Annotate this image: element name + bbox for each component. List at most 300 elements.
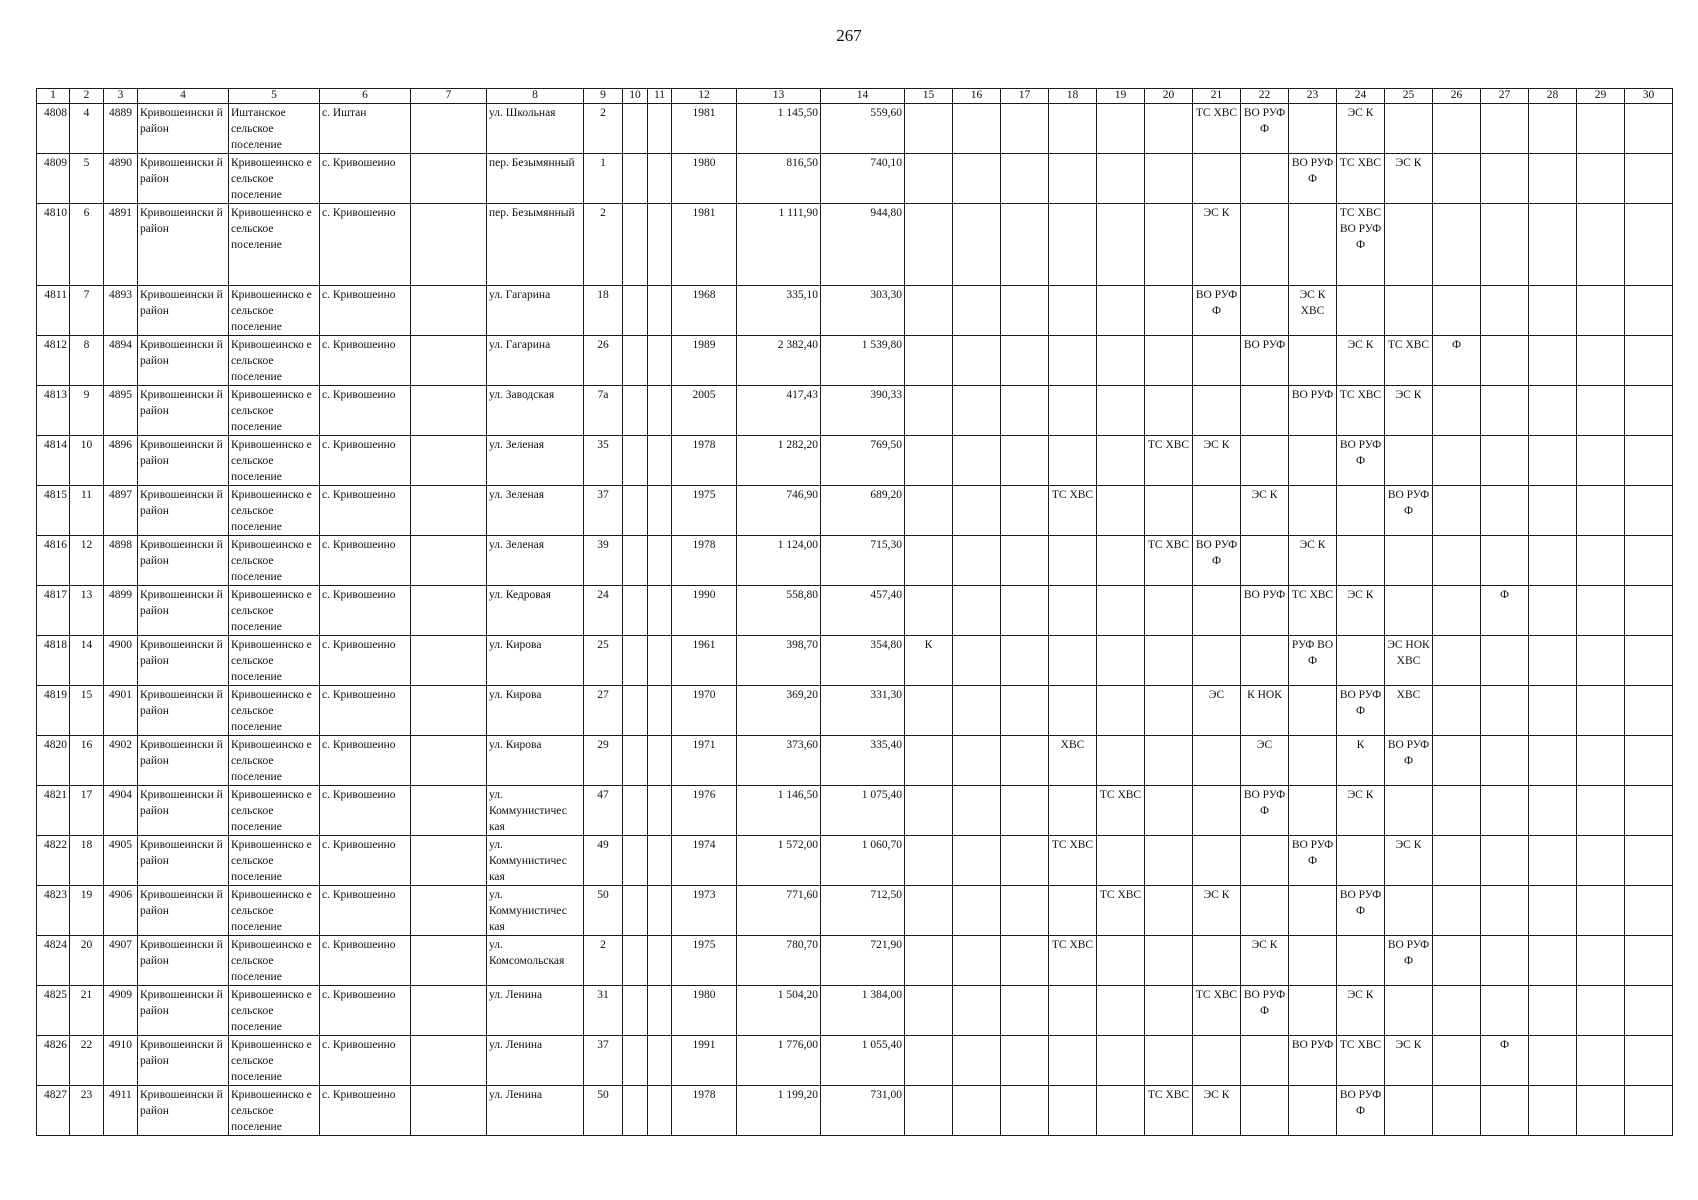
table-cell-col-18 xyxy=(1049,586,1097,636)
table-cell-col-5: Кривошеинско е сельское поселение xyxy=(229,636,320,686)
table-cell-col-2: 14 xyxy=(70,636,104,686)
column-header-24: 24 xyxy=(1337,89,1385,104)
table-cell-col-16 xyxy=(953,836,1001,886)
table-row xyxy=(37,1036,1673,1086)
table-cell-col-9: 50 xyxy=(584,1086,623,1136)
table-cell-col-23: ЭС К xyxy=(1289,536,1337,586)
table-cell-col-21: ЭС xyxy=(1193,686,1241,736)
table-cell-col-13: 369,20 xyxy=(737,686,821,736)
table-cell-col-13: 1 124,00 xyxy=(737,536,821,586)
table-cell-col-18 xyxy=(1049,154,1097,204)
table-cell-col-3: 4890 xyxy=(104,154,138,204)
table-row xyxy=(37,636,1673,686)
table-cell-col-4: Кривошеински й район xyxy=(138,154,229,204)
table-cell-col-17 xyxy=(1001,886,1049,936)
table-cell-col-4: Кривошеински й район xyxy=(138,104,229,154)
table-cell-col-4: Кривошеински й район xyxy=(138,836,229,886)
table-row xyxy=(37,154,1673,204)
table-cell-col-20 xyxy=(1145,586,1193,636)
table-cell-col-8: ул. Ленина xyxy=(487,1036,584,1086)
table-cell-col-14: 1 384,00 xyxy=(821,986,905,1036)
table-cell-col-15 xyxy=(905,836,953,886)
table-cell-col-30 xyxy=(1625,536,1673,586)
table-cell-col-12: 1981 xyxy=(672,104,737,154)
table-cell-col-8: ул. Зеленая xyxy=(487,486,584,536)
table-cell-col-5: Кривошеинско е сельское поселение xyxy=(229,336,320,386)
table-cell-col-16 xyxy=(953,986,1001,1036)
table-cell-col-26: Ф xyxy=(1433,336,1481,386)
table-cell-col-28 xyxy=(1529,686,1577,736)
table-cell-col-25: ВО РУФ Ф xyxy=(1385,486,1433,536)
table-row xyxy=(37,936,1673,986)
table-cell-col-7 xyxy=(411,786,487,836)
table-cell-col-3: 4891 xyxy=(104,204,138,286)
table-cell-col-29 xyxy=(1577,1036,1625,1086)
table-cell-col-12: 1970 xyxy=(672,686,737,736)
table-cell-col-5: Кривошеинско е сельское поселение xyxy=(229,836,320,886)
table-cell-col-3: 4905 xyxy=(104,836,138,886)
table-cell-col-2: 23 xyxy=(70,1086,104,1136)
table-cell-col-27 xyxy=(1481,436,1529,486)
table-cell-col-25 xyxy=(1385,436,1433,486)
table-cell-col-20 xyxy=(1145,636,1193,686)
table-cell-col-13: 780,70 xyxy=(737,936,821,986)
table-cell-col-21 xyxy=(1193,386,1241,436)
table-cell-col-14: 721,90 xyxy=(821,936,905,986)
table-cell-col-8: ул. Кедровая xyxy=(487,586,584,636)
table-cell-col-30 xyxy=(1625,636,1673,686)
table-cell-col-30 xyxy=(1625,886,1673,936)
column-header-21: 21 xyxy=(1193,89,1241,104)
table-cell-col-10 xyxy=(623,786,648,836)
table-cell-col-17 xyxy=(1001,686,1049,736)
table-cell-col-28 xyxy=(1529,936,1577,986)
table-cell-col-25 xyxy=(1385,786,1433,836)
table-cell-col-6: с. Кривошеино xyxy=(320,286,411,336)
table-cell-col-15 xyxy=(905,154,953,204)
table-cell-col-15 xyxy=(905,104,953,154)
table-cell-col-16 xyxy=(953,886,1001,936)
table-cell-col-5: Кривошеинско е сельское поселение xyxy=(229,286,320,336)
table-cell-col-9: 37 xyxy=(584,486,623,536)
table-cell-col-13: 1 146,50 xyxy=(737,786,821,836)
table-cell-col-8: ул. Коммунистичес кая xyxy=(487,786,584,836)
table-cell-col-8: пер. Безымянный xyxy=(487,204,584,286)
table-cell-col-9: 2 xyxy=(584,936,623,986)
table-cell-col-5: Иштанское сельское поселение xyxy=(229,104,320,154)
table-cell-col-24: ВО РУФ Ф xyxy=(1337,1086,1385,1136)
table-cell-col-21: ЭС К xyxy=(1193,204,1241,286)
table-cell-col-13: 558,80 xyxy=(737,586,821,636)
table-cell-col-27 xyxy=(1481,104,1529,154)
table-cell-col-9: 35 xyxy=(584,436,623,486)
table-cell-col-11 xyxy=(648,936,672,986)
table-cell-col-11 xyxy=(648,386,672,436)
table-cell-col-5: Кривошеинско е сельское поселение xyxy=(229,886,320,936)
column-header-26: 26 xyxy=(1433,89,1481,104)
table-cell-col-26 xyxy=(1433,154,1481,204)
table-cell-col-28 xyxy=(1529,286,1577,336)
table-cell-col-22: ЭС К xyxy=(1241,936,1289,986)
table-cell-col-15 xyxy=(905,886,953,936)
table-cell-col-21 xyxy=(1193,154,1241,204)
table-cell-col-4: Кривошеински й район xyxy=(138,886,229,936)
table-cell-col-18 xyxy=(1049,786,1097,836)
table-cell-col-21 xyxy=(1193,736,1241,786)
column-header-5: 5 xyxy=(229,89,320,104)
table-cell-col-19 xyxy=(1097,154,1145,204)
table-cell-col-2: 11 xyxy=(70,486,104,536)
column-header-2: 2 xyxy=(70,89,104,104)
table-cell-col-24: К xyxy=(1337,736,1385,786)
table-cell-col-6: с. Кривошеино xyxy=(320,536,411,586)
table-cell-col-7 xyxy=(411,936,487,986)
table-cell-col-10 xyxy=(623,1036,648,1086)
table-cell-col-28 xyxy=(1529,886,1577,936)
table-cell-col-26 xyxy=(1433,1086,1481,1136)
table-cell-col-7 xyxy=(411,154,487,204)
table-row xyxy=(37,386,1673,436)
table-cell-col-16 xyxy=(953,1086,1001,1136)
table-cell-col-25: ХВС xyxy=(1385,686,1433,736)
table-cell-col-30 xyxy=(1625,104,1673,154)
table-cell-col-17 xyxy=(1001,154,1049,204)
table-cell-col-29 xyxy=(1577,736,1625,786)
table-cell-col-18 xyxy=(1049,204,1097,286)
table-cell-col-1: 4810 xyxy=(37,204,70,286)
table-cell-col-12: 1980 xyxy=(672,986,737,1036)
table-cell-col-27 xyxy=(1481,886,1529,936)
table-cell-col-9: 29 xyxy=(584,736,623,786)
column-header-11: 11 xyxy=(648,89,672,104)
table-cell-col-1: 4825 xyxy=(37,986,70,1036)
table-cell-col-21 xyxy=(1193,586,1241,636)
column-header-3: 3 xyxy=(104,89,138,104)
table-cell-col-2: 6 xyxy=(70,204,104,286)
table-cell-col-22 xyxy=(1241,154,1289,204)
table-cell-col-26 xyxy=(1433,736,1481,786)
table-cell-col-16 xyxy=(953,154,1001,204)
table-cell-col-14: 303,30 xyxy=(821,286,905,336)
table-cell-col-25: ЭС К xyxy=(1385,1036,1433,1086)
table-cell-col-15 xyxy=(905,736,953,786)
table-cell-col-11 xyxy=(648,1036,672,1086)
table-cell-col-6: с. Кривошеино xyxy=(320,836,411,886)
table-cell-col-13: 1 282,20 xyxy=(737,436,821,486)
table-cell-col-18 xyxy=(1049,386,1097,436)
table-cell-col-30 xyxy=(1625,436,1673,486)
table-cell-col-24: ЭС К xyxy=(1337,104,1385,154)
table-cell-col-22 xyxy=(1241,1086,1289,1136)
table-cell-col-14: 731,00 xyxy=(821,1086,905,1136)
table-cell-col-15 xyxy=(905,436,953,486)
table-row xyxy=(37,204,1673,286)
table-cell-col-11 xyxy=(648,836,672,886)
table-cell-col-11 xyxy=(648,886,672,936)
table-cell-col-25 xyxy=(1385,586,1433,636)
table-cell-col-20 xyxy=(1145,836,1193,886)
table-cell-col-5: Кривошеинско е сельское поселение xyxy=(229,386,320,436)
table-cell-col-3: 4901 xyxy=(104,686,138,736)
table-cell-col-8: ул. Кирова xyxy=(487,736,584,786)
table-cell-col-20 xyxy=(1145,154,1193,204)
table-cell-col-12: 1968 xyxy=(672,286,737,336)
table-cell-col-6: с. Кривошеино xyxy=(320,736,411,786)
table-cell-col-9: 2 xyxy=(584,204,623,286)
table-cell-col-13: 1 504,20 xyxy=(737,986,821,1036)
table-cell-col-14: 1 539,80 xyxy=(821,336,905,386)
table-cell-col-22 xyxy=(1241,836,1289,886)
table-cell-col-15: К xyxy=(905,636,953,686)
table-cell-col-29 xyxy=(1577,536,1625,586)
table-cell-col-23: РУФ ВО Ф xyxy=(1289,636,1337,686)
table-cell-col-11 xyxy=(648,586,672,636)
table-cell-col-21 xyxy=(1193,636,1241,686)
table-cell-col-4: Кривошеински й район xyxy=(138,736,229,786)
table-cell-col-3: 4897 xyxy=(104,486,138,536)
table-cell-col-11 xyxy=(648,536,672,586)
table-cell-col-12: 1991 xyxy=(672,1036,737,1086)
table-cell-col-12: 1976 xyxy=(672,786,737,836)
table-cell-col-6: с. Кривошеино xyxy=(320,986,411,1036)
table-cell-col-21: ЭС К xyxy=(1193,436,1241,486)
table-cell-col-19 xyxy=(1097,1086,1145,1136)
table-cell-col-18 xyxy=(1049,886,1097,936)
table-cell-col-29 xyxy=(1577,886,1625,936)
table-cell-col-24 xyxy=(1337,636,1385,686)
table-cell-col-28 xyxy=(1529,986,1577,1036)
table-cell-col-10 xyxy=(623,836,648,886)
table-cell-col-25: ЭС К xyxy=(1385,836,1433,886)
table-cell-col-22 xyxy=(1241,204,1289,286)
table-cell-col-4: Кривошеински й район xyxy=(138,486,229,536)
table-cell-col-29 xyxy=(1577,436,1625,486)
table-cell-col-15 xyxy=(905,536,953,586)
table-cell-col-11 xyxy=(648,736,672,786)
table-cell-col-28 xyxy=(1529,636,1577,686)
table-cell-col-15 xyxy=(905,936,953,986)
table-cell-col-20 xyxy=(1145,204,1193,286)
table-cell-col-26 xyxy=(1433,886,1481,936)
table-cell-col-12: 1978 xyxy=(672,1086,737,1136)
table-cell-col-10 xyxy=(623,686,648,736)
table-cell-col-1: 4812 xyxy=(37,336,70,386)
column-header-28: 28 xyxy=(1529,89,1577,104)
table-cell-col-4: Кривошеински й район xyxy=(138,286,229,336)
table-cell-col-2: 20 xyxy=(70,936,104,986)
table-cell-col-8: ул. Зеленая xyxy=(487,436,584,486)
table-cell-col-6: с. Кривошеино xyxy=(320,154,411,204)
table-cell-col-26 xyxy=(1433,686,1481,736)
table-cell-col-30 xyxy=(1625,286,1673,336)
table-cell-col-20 xyxy=(1145,936,1193,986)
table-cell-col-29 xyxy=(1577,486,1625,536)
table-cell-col-30 xyxy=(1625,586,1673,636)
table-cell-col-16 xyxy=(953,536,1001,586)
table-cell-col-1: 4817 xyxy=(37,586,70,636)
table-cell-col-30 xyxy=(1625,936,1673,986)
table-cell-col-23: ТС ХВС xyxy=(1289,586,1337,636)
table-cell-col-11 xyxy=(648,436,672,486)
table-cell-col-15 xyxy=(905,986,953,1036)
table-cell-col-16 xyxy=(953,104,1001,154)
column-header-25: 25 xyxy=(1385,89,1433,104)
table-cell-col-27 xyxy=(1481,636,1529,686)
table-cell-col-20 xyxy=(1145,786,1193,836)
table-row xyxy=(37,786,1673,836)
table-cell-col-22: ЭС К xyxy=(1241,486,1289,536)
table-cell-col-28 xyxy=(1529,436,1577,486)
table-cell-col-20 xyxy=(1145,736,1193,786)
table-cell-col-27 xyxy=(1481,536,1529,586)
table-cell-col-26 xyxy=(1433,836,1481,886)
table-cell-col-7 xyxy=(411,536,487,586)
table-cell-col-2: 18 xyxy=(70,836,104,886)
table-cell-col-5: Кривошеинско е сельское поселение xyxy=(229,586,320,636)
table-cell-col-1: 4827 xyxy=(37,1086,70,1136)
table-row xyxy=(37,286,1673,336)
table-cell-col-29 xyxy=(1577,986,1625,1036)
table-cell-col-6: с. Кривошеино xyxy=(320,436,411,486)
table-cell-col-27 xyxy=(1481,836,1529,886)
table-cell-col-23 xyxy=(1289,336,1337,386)
table-cell-col-6: с. Кривошеино xyxy=(320,786,411,836)
table-row xyxy=(37,886,1673,936)
table-cell-col-29 xyxy=(1577,154,1625,204)
table-cell-col-28 xyxy=(1529,586,1577,636)
table-cell-col-24: ЭС К xyxy=(1337,786,1385,836)
table-cell-col-23 xyxy=(1289,936,1337,986)
table-cell-col-3: 4907 xyxy=(104,936,138,986)
table-cell-col-29 xyxy=(1577,686,1625,736)
table-cell-col-30 xyxy=(1625,1086,1673,1136)
table-cell-col-1: 4820 xyxy=(37,736,70,786)
table-row xyxy=(37,104,1673,154)
column-header-12: 12 xyxy=(672,89,737,104)
table-cell-col-26 xyxy=(1433,386,1481,436)
table-cell-col-17 xyxy=(1001,736,1049,786)
table-cell-col-18 xyxy=(1049,286,1097,336)
table-cell-col-11 xyxy=(648,986,672,1036)
table-cell-col-28 xyxy=(1529,154,1577,204)
table-cell-col-26 xyxy=(1433,636,1481,686)
table-cell-col-15 xyxy=(905,586,953,636)
table-cell-col-27 xyxy=(1481,336,1529,386)
table-cell-col-29 xyxy=(1577,586,1625,636)
table-cell-col-22: ВО РУФ xyxy=(1241,336,1289,386)
table-cell-col-24 xyxy=(1337,836,1385,886)
table-cell-col-24: ЭС К xyxy=(1337,986,1385,1036)
table-cell-col-17 xyxy=(1001,386,1049,436)
table-cell-col-13: 816,50 xyxy=(737,154,821,204)
column-header-30: 30 xyxy=(1625,89,1673,104)
table-cell-col-11 xyxy=(648,154,672,204)
table-cell-col-22 xyxy=(1241,636,1289,686)
table-cell-col-23: ВО РУФ xyxy=(1289,1036,1337,1086)
table-cell-col-16 xyxy=(953,736,1001,786)
table-cell-col-2: 13 xyxy=(70,586,104,636)
table-cell-col-20 xyxy=(1145,486,1193,536)
table-cell-col-10 xyxy=(623,1086,648,1136)
table-cell-col-25 xyxy=(1385,536,1433,586)
table-cell-col-5: Кривошеинско е сельское поселение xyxy=(229,204,320,286)
table-cell-col-22 xyxy=(1241,536,1289,586)
table-cell-col-30 xyxy=(1625,386,1673,436)
table-cell-col-3: 4910 xyxy=(104,1036,138,1086)
table-cell-col-18: ТС ХВС xyxy=(1049,486,1097,536)
column-header-1: 1 xyxy=(37,89,70,104)
column-header-29: 29 xyxy=(1577,89,1625,104)
table-cell-col-23: ЭС К ХВС xyxy=(1289,286,1337,336)
column-header-4: 4 xyxy=(138,89,229,104)
table-cell-col-10 xyxy=(623,286,648,336)
table-cell-col-5: Кривошеинско е сельское поселение xyxy=(229,736,320,786)
table-cell-col-8: ул. Гагарина xyxy=(487,336,584,386)
table-row xyxy=(37,736,1673,786)
table-cell-col-6: с. Кривошеино xyxy=(320,586,411,636)
table-cell-col-25 xyxy=(1385,286,1433,336)
table-row xyxy=(37,986,1673,1036)
table-cell-col-28 xyxy=(1529,486,1577,536)
table-cell-col-27 xyxy=(1481,786,1529,836)
table-cell-col-9: 47 xyxy=(584,786,623,836)
table-cell-col-18 xyxy=(1049,104,1097,154)
table-cell-col-17 xyxy=(1001,636,1049,686)
table-cell-col-29 xyxy=(1577,386,1625,436)
table-cell-col-23 xyxy=(1289,986,1337,1036)
table-cell-col-21 xyxy=(1193,836,1241,886)
table-cell-col-26 xyxy=(1433,204,1481,286)
table-cell-col-8: ул. Комсомольская xyxy=(487,936,584,986)
table-cell-col-12: 1971 xyxy=(672,736,737,786)
table-row xyxy=(37,486,1673,536)
table-cell-col-9: 31 xyxy=(584,986,623,1036)
table-cell-col-19 xyxy=(1097,1036,1145,1086)
table-cell-col-19 xyxy=(1097,736,1145,786)
table-cell-col-8: ул. Кирова xyxy=(487,686,584,736)
table-cell-col-20 xyxy=(1145,686,1193,736)
column-header-14: 14 xyxy=(821,89,905,104)
table-cell-col-25: ВО РУФ Ф xyxy=(1385,736,1433,786)
table-cell-col-12: 1981 xyxy=(672,204,737,286)
table-cell-col-11 xyxy=(648,336,672,386)
table-cell-col-5: Кривошеинско е сельское поселение xyxy=(229,1036,320,1086)
table-cell-col-23 xyxy=(1289,686,1337,736)
table-cell-col-16 xyxy=(953,204,1001,286)
table-cell-col-25: ВО РУФ Ф xyxy=(1385,936,1433,986)
column-header-23: 23 xyxy=(1289,89,1337,104)
table-cell-col-28 xyxy=(1529,736,1577,786)
table-cell-col-23: ВО РУФ Ф xyxy=(1289,154,1337,204)
table-cell-col-8: пер. Безымянный xyxy=(487,154,584,204)
table-cell-col-18: ТС ХВС xyxy=(1049,836,1097,886)
column-header-6: 6 xyxy=(320,89,411,104)
table-cell-col-2: 4 xyxy=(70,104,104,154)
table-cell-col-20 xyxy=(1145,386,1193,436)
table-cell-col-7 xyxy=(411,486,487,536)
table-cell-col-20: ТС ХВС xyxy=(1145,1086,1193,1136)
table-cell-col-23 xyxy=(1289,886,1337,936)
table-cell-col-10 xyxy=(623,386,648,436)
table-cell-col-24: ЭС К xyxy=(1337,586,1385,636)
table-cell-col-29 xyxy=(1577,204,1625,286)
table-row xyxy=(37,586,1673,636)
table-cell-col-27 xyxy=(1481,486,1529,536)
table-cell-col-9: 1 xyxy=(584,154,623,204)
table-cell-col-20 xyxy=(1145,986,1193,1036)
table-cell-col-16 xyxy=(953,286,1001,336)
table-cell-col-13: 1 145,50 xyxy=(737,104,821,154)
